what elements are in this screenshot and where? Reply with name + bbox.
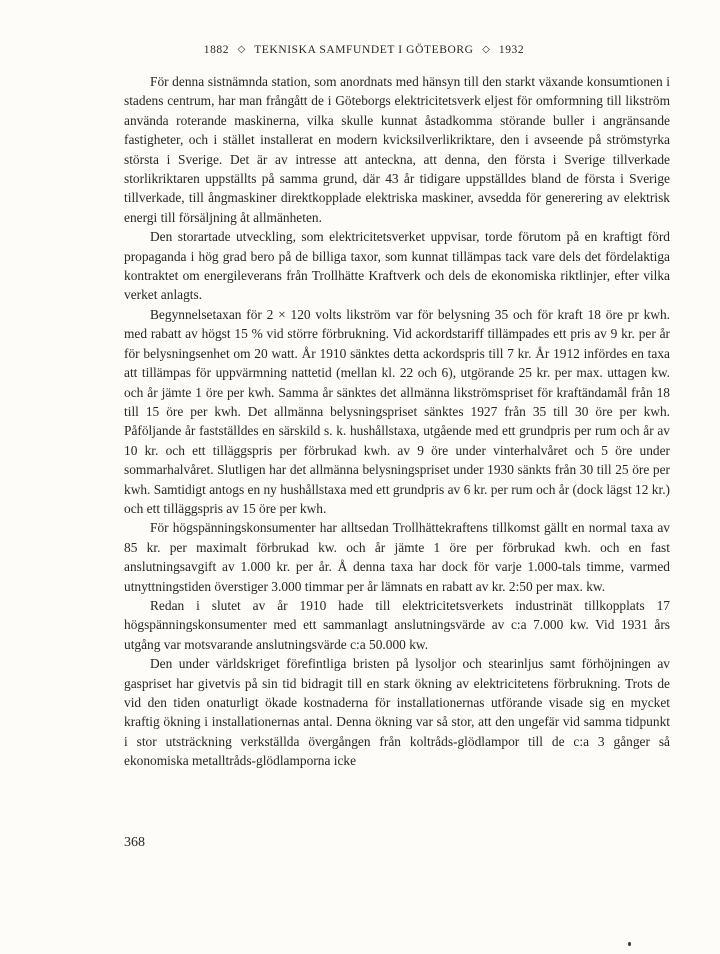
header-year-start: 1882 — [203, 44, 230, 56]
paragraph: Redan i slutet av år 1910 hade till elektricitetsverkets industrinät tillkopplats 17 högspänningskonsumenter med ett sammanlagt anslutningsvärde av c:a 7.000 kw. Vid 1931 års utgång var motsvarande anslutningsvärde c:a 50.000 kw. — [124, 597, 670, 652]
paragraph: Begynnelsetaxan för 2 × 120 volts likström var för belysning 35 och för kraft 18 öre pr kwh. med rabatt av högst 15 % vid större förbrukning. Vid ackordstariff tillämpades ett pris av 9 kr. per år för belysningsenhet om 20 watt. År 1910 sänktes detta ackordspris till 7 kr. År 1912 infördes en taxa att tillämpas för uppvärmning nattetid (mellan kl. 22 och 6), utgörande 25 kr. per max. uttagen kw. och år jämte 1 öre per kwh. Samma år sänktes det allmänna likströmspriset för kraftändamål från 18 till 15 öre per kwh. Det allmänna belysningspriset sänktes 1927 från 35 till 30 öre per kwh. Påföljande år fastställdes en särskild s. k. hushållstaxa, utgående med ett grundpris per rum och år av 10 kr. och ett tilläggspris per förbrukad kwh. av 9 öre under vinterhalvåret och 5 öre under sommarhalvåret. Slutligen har det allmänna belysningspriset under 1930 sänkts från 30 till 25 öre per kwh. Samtidigt antogs en ny hushållstaxa med ett grundpris av 6 kr. per rum och år (dock lägst 12 kr.) och ett tilläggspris av 15 öre per kwh. — [124, 306, 670, 516]
paragraph: Den under världskriget förefintliga bristen på lysoljor och stearinljus samt förhöjningen av gaspriset har givetvis på sin tid bidragit till en stark ökning av elektricitetens förbrukning. Trots de vid den tiden onaturligt ökade kostnaderna för installationernas utförande visade sig en mycket kraftig ökning i installationernas antal. Denna ökning var så stor, att den ungefär vid samma tidpunkt i stor utsträckning verkställda övergången från koltråds-glödlampor till de c:a 3 gånger så ekonomiska metalltråds-glödlamporna icke — [124, 656, 670, 769]
page-number: 368 — [124, 835, 145, 850]
ink-speck — [628, 942, 631, 946]
paragraph: Den storartade utveckling, som elektricitetsverket uppvisar, torde förutom på en kraftigt förd propaganda i hög grad bero på de billiga taxor, som kunnat tillämpas tack vare dels det fördelaktiga kontraktet om energileverans från Trollhätte Kraftverk och dels de ekonomiska riktlinjer, efter vilka verket anlagts. — [124, 229, 670, 303]
running-header — [124, 44, 604, 56]
paragraph: För denna sistnämnda station, som anordnats med hänsyn till den starkt växande konsumtionen i stadens centrum, har man frångått de i Göteborgs elektricitetsverk eljest för omformning till likström använda roterande maskinerna, vilka skulle kunnat åstadkomma störande buller i angränsande fastigheter, och i stället installerat en modern kvicksilverlikriktare, den i avseende på strömstyrka största i Sverige. Det är av intresse att anteckna, att denna, den första i Sverige tillverkade storlikriktaren uppställts på samma grund, där 43 år tidigare uppställdes bland de första i Sverige tillverkade, till ångmaskiner direktkopplade elektriska maskiner, avsedda för generering av elektrisk energi till försäljning åt allmänheten. — [124, 74, 670, 225]
paragraph: För högspänningskonsumenter har alltsedan Trollhättekraftens tillkomst gällt en normal taxa av 85 kr. per maximalt förbrukad kw. och år jämte 1 öre per förbrukad kwh. och en fast anslutningsavgift av 1.000 kr. per år. Å denna taxa har dock för varje 1.000-tals timme, varmed utnyttningstiden överstiger 3.000 timmar per år lämnats en rabatt av kr. 2:50 per max. kw. — [124, 520, 670, 594]
diamond-ornament-icon: ◇ — [237, 44, 246, 55]
header-year-end: 1932 — [498, 44, 525, 56]
body-text — [124, 72, 670, 771]
diamond-ornament-icon: ◇ — [482, 44, 491, 55]
header-title: TEKNISKA SAMFUNDET I GÖTEBORG — [254, 44, 474, 56]
